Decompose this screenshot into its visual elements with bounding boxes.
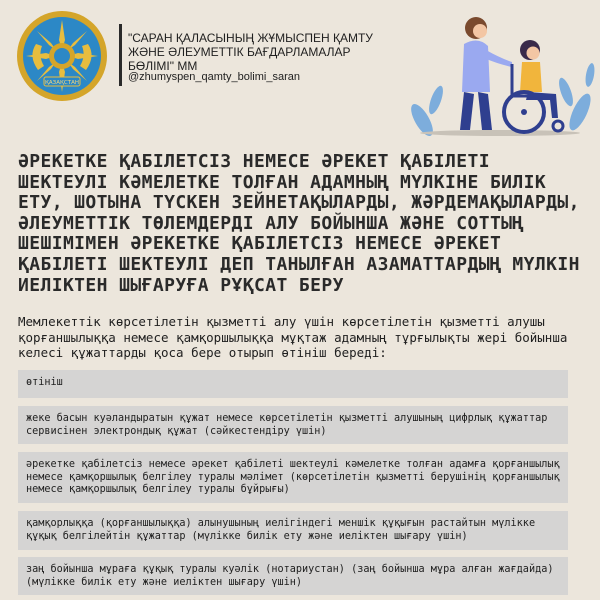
organization-name: "САРАН ҚАЛАСЫНЫҢ ЖҰМЫСПЕН ҚАМТУ ЖӘНЕ ӘЛЕУМЕТТІК БАҒДАРЛАМАЛАР БӨЛІМІ" ММ bbox=[128, 31, 373, 73]
document-item: заң бойынша мұраға құқық туралы куәлік (нотариустан) (заң бойынша мұра алған жағдайда) (мүлікке билік ету және иеліктен шығару үшін) bbox=[18, 557, 568, 595]
document-item: әрекетке қабілетсіз немесе әрекет қабілеті шектеулі кәмелетке толған адамға қорғаншылық немесе қамқоршылық белгілеу туралы мәлімет (көрсетілетін қызметті берушінің қорғаншылық немесе қамқоршылық белгілеу туралы бұйрығы) bbox=[18, 452, 568, 503]
intro-text: Мемлекеттік көрсетілетін қызметті алу үшін көрсетілетін қызметті алушы қорғаншылыққа немесе қамқоршылыққа мұқтаж адамның тұрғылықты жері бойынша келесі құжаттарды қоса бере отырып өтініш береді: bbox=[18, 314, 568, 360]
state-emblem-logo bbox=[16, 10, 108, 102]
social-handle: @zhumyspen_qamty_bolimi_saran bbox=[128, 71, 300, 83]
svg-text:ҚАЗАҚСТАН: ҚАЗАҚСТАН bbox=[45, 80, 79, 86]
header-divider bbox=[119, 24, 122, 86]
document-item: жеке басын куәландыратын құжат немесе көрсетілетін қызметті алушының цифрлық құжаттар сервисінен электрондық құжат (сәйкестендіру үшін) bbox=[18, 406, 568, 444]
document-item: өтініш bbox=[18, 370, 568, 398]
caregiver-wheelchair-illustration bbox=[400, 0, 600, 150]
page-title: ӘРЕКЕТКЕ ҚАБІЛЕТСІЗ НЕМЕСЕ ӘРЕКЕТ ҚАБІЛЕТІ ШЕКТЕУЛІ КӘМЕЛЕТКЕ ТОЛҒАН АДАМНЫҢ МҮЛКІНЕ БИЛІК ЕТУ, ШОТЫНА ТҮСКЕН ЗЕЙНЕТАҚЫЛАРДЫ, ЖӘРДЕМАҚЫЛАРДЫ, ӘЛЕУМЕТТІК ТӨЛЕМДЕРДІ АЛУ БОЙЫНША ЖӘНЕ СОТТЫҢ ШЕШІМІМЕН ӘРЕКЕТКЕ ҚАБІЛЕТСІЗ НЕМЕСЕ ӘРЕКЕТ ҚАБІЛЕТІ ШЕКТЕУЛІ ДЕП ТАНЫЛҒАН АЗАМАТТАРДЫҢ МҮЛКІН ИЕЛІКТЕН ШЫҒАРУҒА РҰҚСАТ БЕРУ bbox=[18, 151, 580, 296]
document-item: қамқорлыққа (қорғаншылыққа) алынушының иелігіндегі меншік құқығын растайтын мүлікке құқық белгілейтін құжаттар (мүлікке билік ету және иеліктен шығару үшін) bbox=[18, 511, 568, 550]
